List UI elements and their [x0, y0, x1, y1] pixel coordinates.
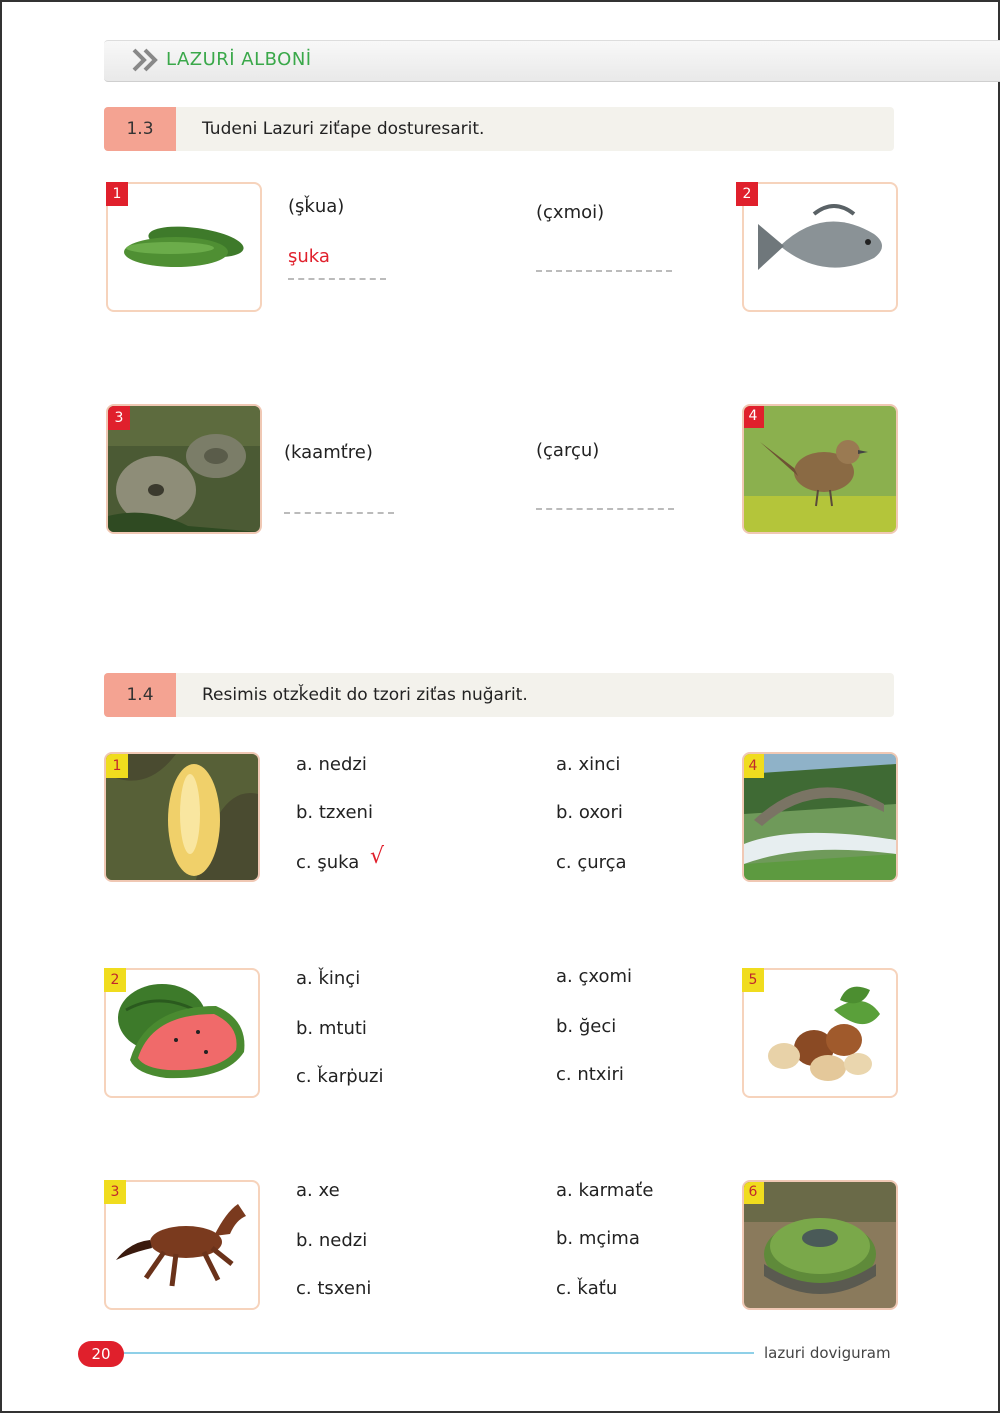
picture-frame-mossy-millstone — [742, 1180, 898, 1310]
item-badge: 3 — [104, 1180, 126, 1204]
millstones-image — [108, 406, 260, 532]
option-a[interactable]: a. çxomi — [556, 966, 633, 987]
item-badge: 3 — [108, 406, 130, 430]
hint-text: (şǩua) — [288, 196, 345, 217]
section-1-4-bar — [104, 673, 894, 717]
option-b[interactable]: b. mçima — [556, 1228, 640, 1249]
footer-line — [122, 1352, 754, 1354]
answer-blank[interactable] — [288, 278, 386, 280]
cucumber-image — [108, 184, 260, 310]
item-badge: 2 — [104, 968, 126, 992]
picture-frame-cucumber — [106, 182, 262, 312]
answer-blank[interactable] — [536, 270, 672, 272]
stone-bridge-image — [744, 754, 896, 880]
option-c[interactable]: c. çurça — [556, 852, 627, 873]
section-number: 1.4 — [104, 673, 176, 717]
section-instruction: Tudeni Lazuri ziťape dosturesarit. — [202, 119, 485, 139]
check-mark-icon: √ — [370, 844, 385, 869]
option-c[interactable]: c. ntxiri — [556, 1064, 624, 1085]
page-number: 20 — [78, 1341, 124, 1367]
picture-frame-hazelnuts — [742, 968, 898, 1098]
book-title: lazuri doviguram — [764, 1344, 891, 1362]
option-a[interactable]: a. xinci — [556, 754, 621, 775]
fish-image — [744, 184, 896, 310]
option-c[interactable]: c. ǩaťu — [556, 1278, 618, 1299]
option-b[interactable]: b. mtuti — [296, 1018, 367, 1039]
option-b[interactable]: b. ğeci — [556, 1016, 617, 1037]
picture-frame-fish — [742, 182, 898, 312]
option-a[interactable]: a. ǩinçi — [296, 968, 361, 989]
option-a[interactable]: a. karmaťe — [556, 1180, 654, 1201]
section-number: 1.3 — [104, 107, 176, 151]
hint-text: (kaamťre) — [284, 442, 373, 463]
option-c[interactable]: c. ǩarṗuzi — [296, 1066, 384, 1087]
picture-frame-bird — [742, 404, 898, 534]
option-c[interactable]: c. tsxeni — [296, 1278, 372, 1299]
header-title: LAZURİ ALBONİ — [166, 49, 312, 70]
mossy-millstone-image — [744, 1182, 896, 1308]
hazelnuts-image — [744, 970, 896, 1096]
picture-frame-yellow-cucumber — [104, 752, 260, 882]
picture-frame-millstones — [106, 404, 262, 534]
option-a[interactable]: a. nedzi — [296, 754, 367, 775]
answer-blank[interactable] — [284, 512, 394, 514]
hint-text: (çxmoi) — [536, 202, 605, 223]
item-badge: 4 — [742, 754, 764, 778]
section-instruction: Resimis otzǩedit do tzori ziťas nuğarit. — [202, 685, 528, 705]
yellow-cucumber-image — [106, 754, 258, 880]
item-badge: 5 — [742, 968, 764, 992]
answer-blank[interactable] — [536, 508, 674, 510]
option-a[interactable]: a. xe — [296, 1180, 340, 1201]
picture-frame-stone-bridge — [742, 752, 898, 882]
option-b[interactable]: b. tzxeni — [296, 802, 373, 823]
option-b[interactable]: b. nedzi — [296, 1230, 368, 1251]
double-chevron-icon — [132, 48, 160, 72]
answer-text: şuka — [288, 246, 330, 267]
item-badge: 4 — [742, 404, 764, 428]
item-badge: 1 — [106, 754, 128, 778]
horse-image — [106, 1182, 258, 1308]
item-badge: 1 — [106, 182, 128, 206]
picture-frame-horse — [104, 1180, 260, 1310]
item-badge: 6 — [742, 1180, 764, 1204]
hint-text: (çarçu) — [536, 440, 600, 461]
option-b[interactable]: b. oxori — [556, 802, 623, 823]
bird-image — [744, 406, 896, 532]
section-1-3-bar — [104, 107, 894, 151]
item-badge: 2 — [736, 182, 758, 206]
option-c[interactable]: c. şuka — [296, 852, 360, 873]
picture-frame-watermelon — [104, 968, 260, 1098]
watermelon-image — [106, 970, 258, 1096]
